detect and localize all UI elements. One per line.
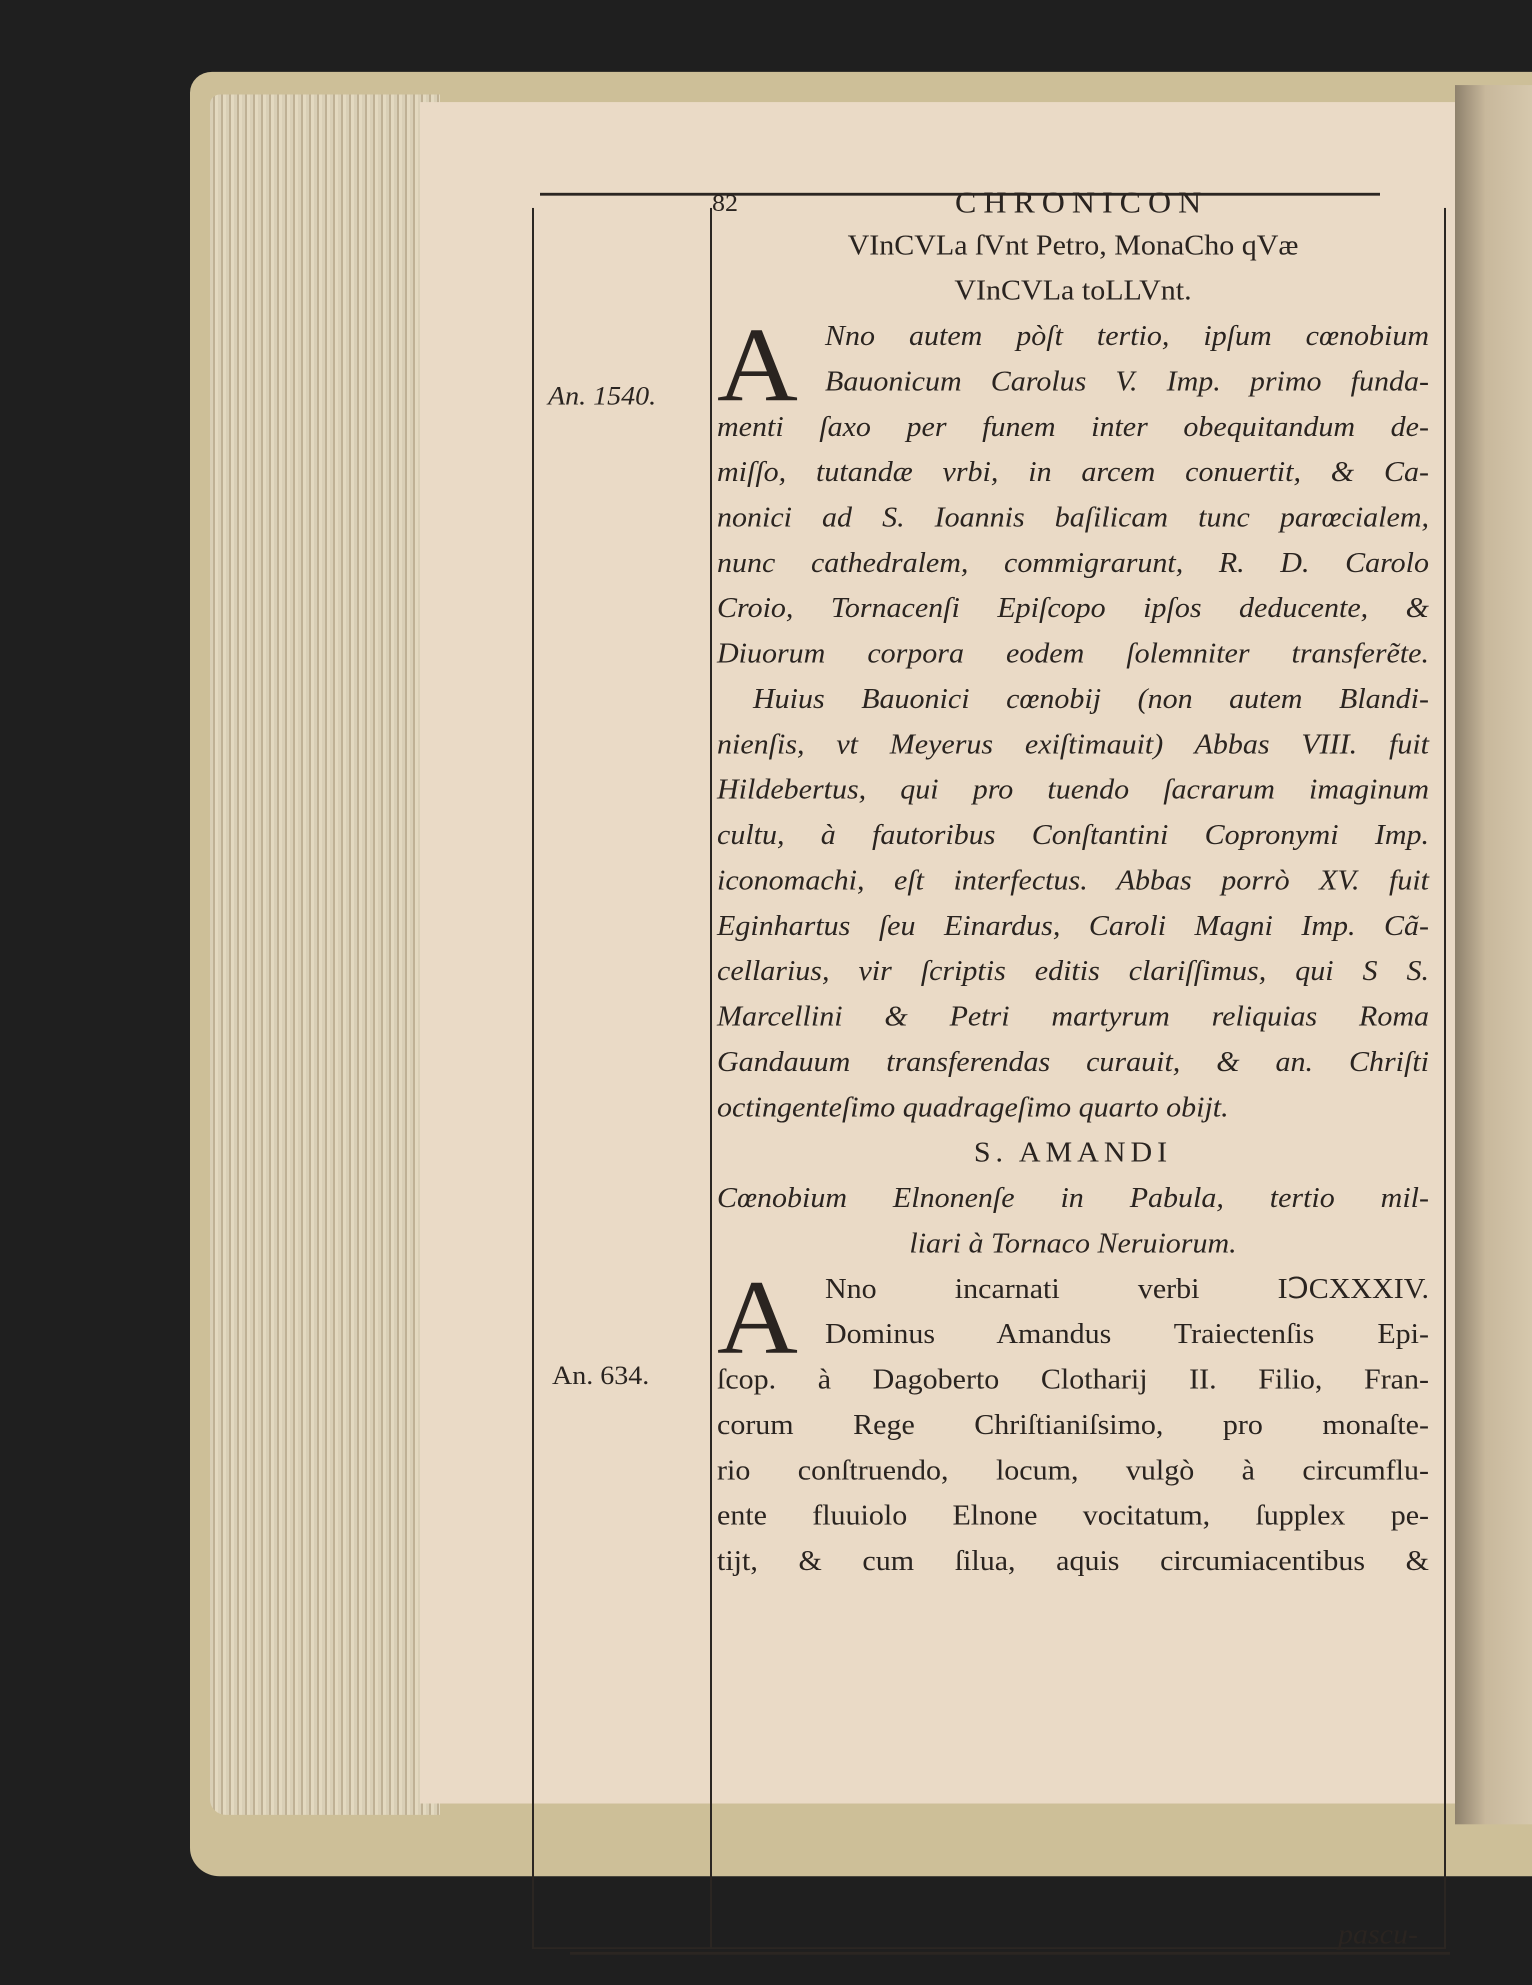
- text-line: menti ſaxo per funem inter obequitandum de-: [717, 411, 1429, 443]
- page-edges: [210, 95, 440, 1815]
- text-line: octingenteſimo quadrageſimo quarto obijt.: [717, 1091, 1229, 1123]
- drop-cap: A: [717, 306, 798, 424]
- text-line: corum Rege Chriſtianiſsimo, pro monaſte-: [717, 1409, 1429, 1441]
- text-line: Hildebertus, qui pro tuendo ſacrarum imaginum: [717, 774, 1429, 806]
- margin-note: An. 634.: [552, 1361, 650, 1391]
- text-line: Gandauum transferendas curauit, & an. Chriſti: [717, 1046, 1429, 1078]
- text-line: Dominus Amandus Traiectenſis Epi-: [825, 1318, 1429, 1350]
- subheading-line: liari à Tornaco Neruiorum.: [909, 1227, 1237, 1260]
- text-line: cultu, à fautoribus Conſtantini Copronymi Imp.: [717, 819, 1429, 851]
- subheading-line: Cœnobium Elnonenſe in Pabula, tertio mil-: [717, 1182, 1429, 1214]
- motto-line: VInCVLa toLLVnt.: [954, 275, 1192, 307]
- section-heading: S. AMANDI: [973, 1137, 1173, 1169]
- text-line: Croio, Tornacenſi Epiſcopo ipſos deducente, &: [717, 592, 1429, 624]
- paragraph-2: [717, 1259, 1429, 1585]
- text-line: Eginhartus ſeu Einardus, Caroli Magni Imp. Cã-: [717, 910, 1429, 942]
- motto-line: VInCVLa ſVnt Petro, MonaCho qVæ: [847, 229, 1299, 261]
- main-text: [717, 223, 1429, 1584]
- running-head: CHRONICON: [955, 185, 1209, 220]
- text-line: ſcop. à Dagoberto Clotharij II. Filio, Fran-: [717, 1363, 1429, 1396]
- catchword: pascu-: [1338, 1918, 1418, 1951]
- text-line: tijt, & cum ſilua, aquis circumiacentibus &: [717, 1545, 1429, 1577]
- text-line: Bauonicum Carolus V. Imp. primo funda-: [825, 365, 1429, 397]
- paragraph-1: [717, 306, 1429, 1131]
- bottom-rule: [570, 1952, 1450, 1955]
- text-line: Nno incarnati verbi IↃCXXXIV.: [825, 1273, 1429, 1305]
- text-line: ente fluuiolo Elnone vocitatum, ſupplex pe-: [717, 1500, 1429, 1532]
- text-line: rio conſtruendo, locum, vulgò à circumflu-: [717, 1454, 1429, 1486]
- text-line: nonici ad S. Ioannis baſilicam tunc parœcialem,: [717, 501, 1429, 534]
- text-line: nunc cathedralem, commigrarunt, R. D. Carolo: [717, 547, 1429, 579]
- page-number: 82: [712, 189, 738, 217]
- drop-cap: A: [717, 1259, 798, 1377]
- book-gutter: [1455, 85, 1532, 1824]
- text-line: cellarius, vir ſcriptis editis clariſſimus, qui S S.: [717, 955, 1429, 987]
- margin-box: [532, 208, 712, 1949]
- margin-note: An. 1540.: [548, 381, 657, 412]
- text-line: Huius Bauonici cœnobij (non autem Blandi-: [753, 683, 1429, 715]
- text-line: Marcellini & Petri martyrum reliquias Roma: [717, 1001, 1429, 1033]
- text-line: nienſis, vt Meyerus exiſtimauit) Abbas VIII. fuit: [717, 728, 1429, 760]
- text-line: Nno autem pòſt tertio, ipſum cœnobium: [825, 320, 1429, 352]
- text-line: iconomachi, eſt interfectus. Abbas porrò XV. fuit: [717, 864, 1429, 897]
- text-line: miſſo, tutandæ vrbi, in arcem conuertit, & Ca-: [717, 456, 1429, 488]
- text-line: Diuorum corpora eodem ſolemniter transferẽte.: [717, 638, 1429, 670]
